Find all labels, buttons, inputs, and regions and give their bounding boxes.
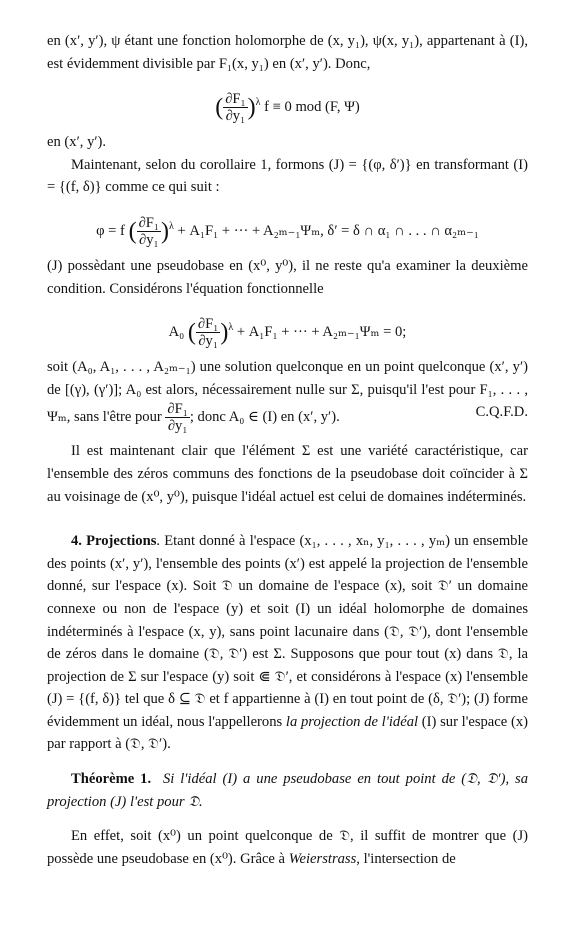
theorem-text: Si l'idéal (I) a une pseudobase en tout point de (𝔇, 𝔇′), sa projection (J) l'est pour 𝔇. — [47, 771, 529, 810]
fraction: $\frac{\text{∂F₁}}{\text{∂y₁}}$ — [225, 91, 246, 125]
equation-1-text: f ≡ 0 mod (F, Ψ) — [264, 99, 360, 116]
section-4: 4. Projections. Etant donné à l'espace (x₁, . . . , xₙ, y₁, . . . , yₘ) un ensemble des points (x′, y′), l'ensemble des points (x′) est appelé la projection de l'ensemble donné, sur l'espace (x). Soit 𝔇 un domaine de l'espace (x), soit 𝔇′ un domaine connexe ou non de l'espace (y) et soit (I) un idéal holomorphe de domaines indéterminés à l'espace (x, y), sans point lacunaire dans (𝔇, 𝔇′), dont l'ensemble de zéros dans le domaine (𝔇, 𝔇′) est Σ. Supposons que pour tout (x) dans 𝔇, la projection de Σ sur l'espace (y) soit ⋐ 𝔇′, et considérons à l'espace (x) l'ensemble (J) = {(f, δ)} tel que δ ⊆ 𝔇 et f appartienne à (I) en tout point de (δ, 𝔇′); (J) forme évidemment un idéal, nous l'appellerons la projection de l'idéal (I) sur l'espace (x) par rapport à (𝔇, 𝔇′). — [47, 533, 528, 753]
qed-mark: C.Q.F.D. — [475, 404, 528, 421]
paragraph-1: en (x′, y′), ψ étant une fonction holomorphe de (x, y₁), ψ(x, y₁), appartenant à (I), est évidemment divisible par F₁(x, y₁) en (x′, y′). Donc, — [47, 33, 528, 72]
paragraph-4: (J) possèdant une pseudobase en (x⁰, y⁰), il ne reste qu'a examiner la deuxième condition. Considérons l'équation fonctionnelle — [47, 257, 528, 297]
fraction: $\frac{\text{∂F₁}}{\text{∂y₁}}$ — [138, 214, 159, 248]
fraction: $\frac{\text{∂F₁}}{\text{∂y₁}}$ — [167, 401, 188, 435]
equation-3: A₀ ( $\frac{\text{∂F₁}}{\text{∂y₁}}$ )$^\lambda$ + A₁F₁ + ··· + A₂ₘ₋₁Ψₘ = 0; — [168, 316, 407, 350]
theorem-title: Théorème 1. — [71, 771, 152, 788]
equation-2: φ = f ( $\frac{\text{∂F₁}}{\text{∂y₁}}$ )$^\lambda$ + A₁F₁ + ··· + A₂ₘ₋₁Ψₘ, δ′ = δ ∩ α₁ ∩ . . . ∩ α₂ₘ₋₁ — [96, 214, 479, 248]
fraction: $\frac{\text{∂F₁}}{\text{∂y₁}}$ — [197, 316, 219, 350]
paragraph-2: en (x′, y′). — [47, 134, 107, 151]
theorem-1 — [47, 768, 528, 813]
equation-1: ( $\frac{\text{∂F₁}}{\text{∂y₁}}$ )$^\lambda$ f ≡ 0 mod (F, Ψ) — [215, 91, 360, 125]
paragraph-3: Maintenant, selon du corollaire 1, formons (J) = {(φ, δ′)} en transformant (I) = {(f, δ)} comme ce qui suit : — [47, 156, 528, 196]
paragraph-6: Il est maintenant clair que l'élément Σ est une variété caractéristique, car l'ensemble des zéros communs des fonctions de la pseudobase doit coïncider à Σ au voisinage de (x⁰, y⁰), puisque l'idéal actuel est celui de domaines indéterminés. — [47, 443, 528, 505]
paragraph-5: soit (A₀, A₁, . . . , A₂ₘ₋₁) une solution quelconque en un point quelconque (x′, y′) de [(γ), (γ′)]; A₀ est alors, nécessairement nulle sur Σ, puisqu'il l'est pour F₁, . . . , Ψₘ, sans l'être pour $\frac{\text{∂F₁}}{\text{∂y₁}}$ ; donc A₀ ∈ (I) en (x′, y′). C.Q.F.D. — [47, 359, 528, 435]
paragraph-8: En effet, soit (x⁰) un point quelconque de 𝔇, il suffit de montrer que (J) possède une pseudobase en (x⁰). Grâce à Weierstrass, l'intersection de — [47, 828, 528, 867]
section-title: 4. Projections — [71, 533, 157, 550]
